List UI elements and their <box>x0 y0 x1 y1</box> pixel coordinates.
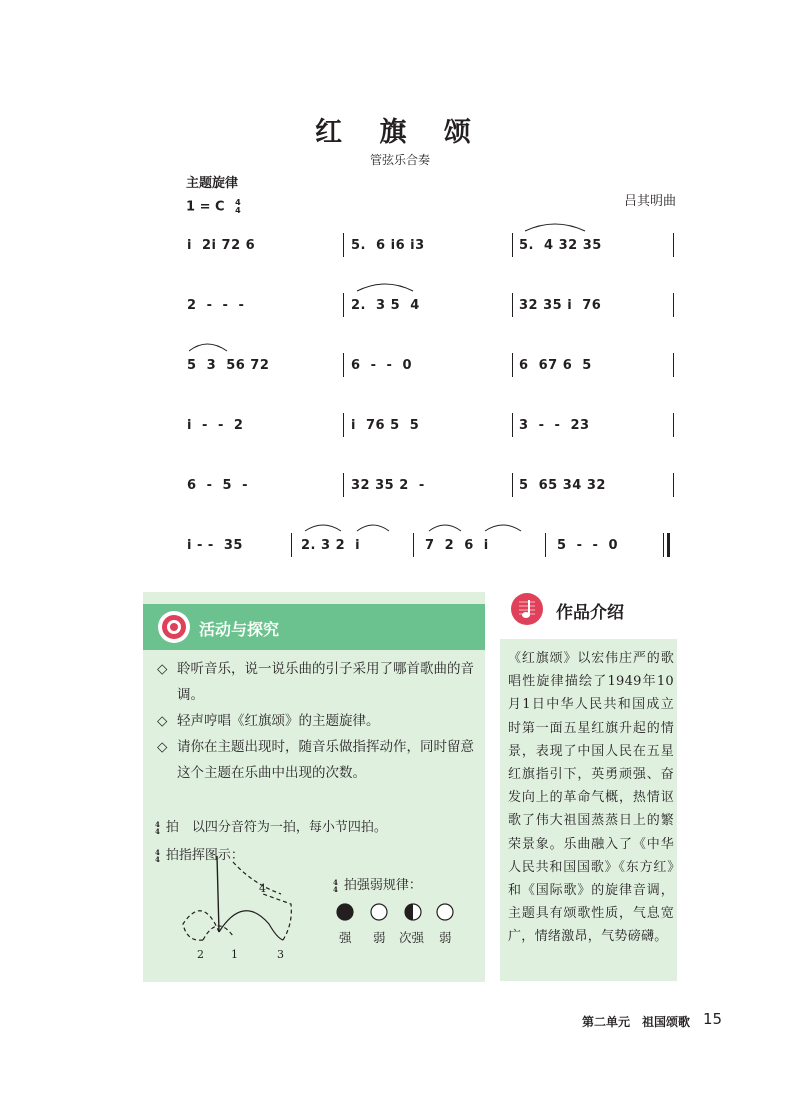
measure: 5. 4 32 35 <box>519 238 602 253</box>
target-icon <box>157 610 191 644</box>
barline <box>512 473 513 497</box>
intro-text: 《红旗颂》以宏伟庄严的歌唱性旋律描绘了1949年10月1日中华人民共和国成立时第一面五星红旗升起的情景，表现了中国人民在五星红旗指引下，英勇顽强、奋发向上的革命气概，热情讴歌了伟大祖国蒸蒸日上的繁荣景象。乐曲融入了《中华人民共和国国歌》《东方红》和《国际歌》的旋律音调，主题具有颂歌性质，气息宽广，情绪激昂，气势磅礴。 <box>508 651 674 945</box>
time-signature-mini: 4 4 <box>155 847 160 864</box>
slur <box>185 277 675 297</box>
score-row <box>185 533 675 557</box>
measure: 32 35 i 76 <box>519 298 602 313</box>
time-signature <box>235 199 241 215</box>
measure: 7 2 6 i <box>425 538 489 553</box>
measure: 6 - - 0 <box>351 358 413 373</box>
score-row <box>185 293 675 317</box>
page-title: 红 旗 颂 <box>315 117 485 148</box>
beat-strength-icons <box>333 900 463 924</box>
beat-description <box>155 816 387 835</box>
diamond-icon: ◇ <box>157 661 168 677</box>
strong-beat-icon <box>337 904 353 920</box>
list-item <box>157 734 477 786</box>
barline <box>343 473 344 497</box>
diamond-icon: ◇ <box>157 739 168 755</box>
measure: 32 35 2 - <box>351 478 425 493</box>
strength-title <box>333 874 422 893</box>
beat-label: 弱 <box>373 930 386 945</box>
measure: 2. 3 5 4 <box>351 298 420 313</box>
score-row <box>185 473 675 497</box>
score-row <box>185 413 675 437</box>
measure: 2. 3 2 i <box>301 538 361 553</box>
key-signature <box>186 199 241 215</box>
item-text: 轻声哼唱《红旗颂》的主题旋律。 <box>177 713 380 729</box>
time-top: 4 <box>235 198 241 207</box>
measure: 5 3 56 72 <box>187 358 270 373</box>
diamond-icon: ◇ <box>157 713 168 729</box>
composer: 吕其明曲 <box>623 194 676 209</box>
list-item <box>157 708 477 734</box>
strength-text: 拍强弱规律： <box>343 878 422 893</box>
intro-panel <box>500 639 677 981</box>
measure: 5 - - 0 <box>557 538 619 553</box>
score-row <box>185 353 675 377</box>
measure: i 2i 72 6 <box>187 238 256 253</box>
weak-beat-icon <box>437 904 453 920</box>
score-row <box>185 233 675 257</box>
time-bottom: 4 <box>235 206 241 215</box>
measure: 5. 6 i6 i3 <box>351 238 425 253</box>
measure: 5 65 34 32 <box>519 478 606 493</box>
conduct-num: 3 <box>277 948 284 961</box>
key-text: 1 = C <box>186 199 225 215</box>
beat-label: 次强 <box>399 930 425 945</box>
activity-header <box>143 604 485 650</box>
conduct-num: 4 <box>259 882 266 895</box>
activity-title: 活动与探究 <box>199 620 280 639</box>
item-text: 聆听音乐，说一说乐曲的引子采用了哪首歌曲的音调。 <box>177 661 474 703</box>
activity-panel <box>143 592 485 982</box>
measure: i - - 35 <box>187 538 243 553</box>
measure: 6 - 5 - <box>187 478 249 493</box>
beat-label: 强 <box>339 930 352 945</box>
music-note-icon <box>510 592 544 626</box>
measure: i - - 2 <box>187 418 244 433</box>
measure: 6 67 6 5 <box>519 358 592 373</box>
item-text: 请你在主题出现时，随音乐做指挥动作，同时留意这个主题在乐曲中出现的次数。 <box>177 739 474 781</box>
barline <box>343 413 344 437</box>
measure: 3 - - 23 <box>519 418 590 433</box>
intro-title: 作品介绍 <box>556 603 624 623</box>
footer-unit: 第二单元 祖国颂歌 <box>581 1015 690 1029</box>
weak-beat-icon <box>371 904 387 920</box>
conduct-num: 1 <box>231 948 238 961</box>
barline <box>673 413 674 437</box>
slur <box>185 337 675 357</box>
theme-label: 主题旋律 <box>186 176 239 191</box>
page-number: 15 <box>703 1010 723 1028</box>
barline <box>512 413 513 437</box>
conduct-num: 2 <box>197 948 204 961</box>
list-item <box>157 656 477 708</box>
activity-list <box>157 656 477 786</box>
slur <box>185 517 675 537</box>
time-signature-mini: 4 4 <box>333 877 338 894</box>
barline <box>673 473 674 497</box>
beat-label: 弱 <box>439 930 452 945</box>
slur <box>185 217 675 237</box>
measure: i 76 5 5 <box>351 418 420 433</box>
beat-text: 拍 以四分音符为一拍，每小节四拍。 <box>165 820 387 835</box>
subtitle: 管弦乐合奏 <box>369 153 430 167</box>
measure: 2 - - - <box>187 298 245 313</box>
conduct-text: 拍指挥图示： <box>165 848 244 863</box>
conducting-diagram <box>173 854 313 964</box>
time-signature-mini: 4 4 <box>155 819 160 836</box>
